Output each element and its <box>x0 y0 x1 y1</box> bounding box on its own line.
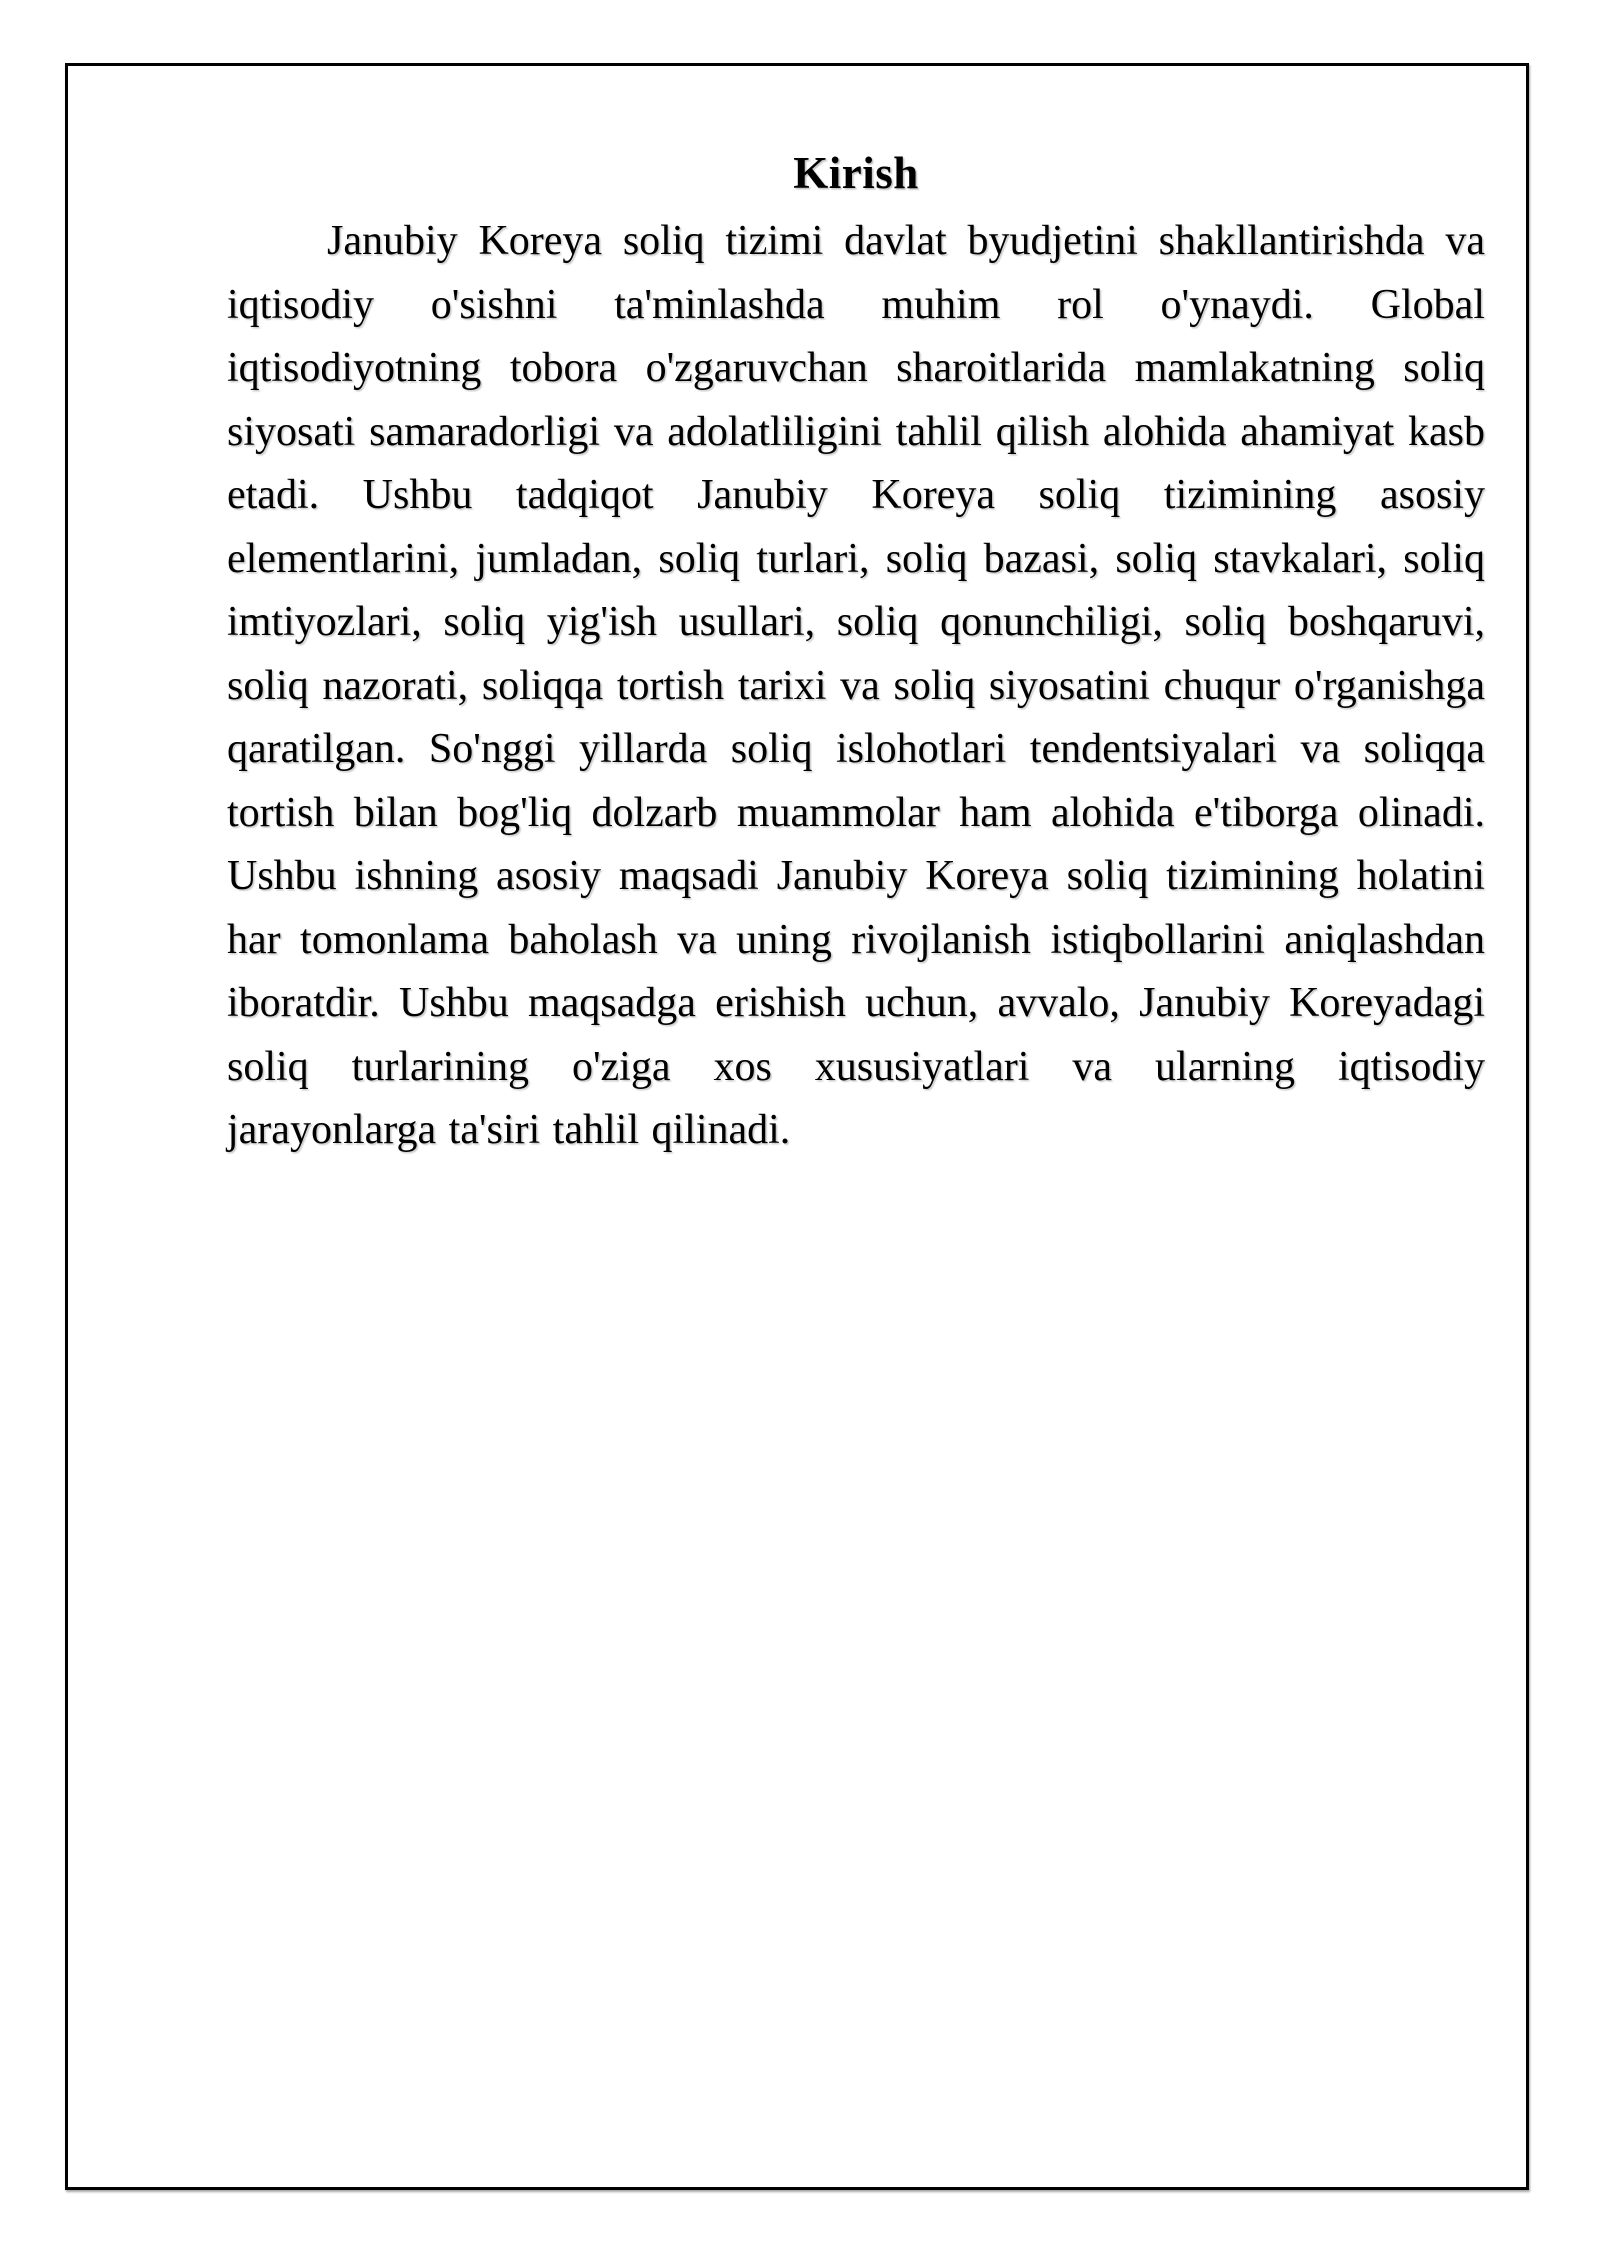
body-paragraph: Janubiy Koreya soliq tizimi davlat byudjetini shakllantirishda va iqtisodiy o'sishni ta'minlashda muhim rol o'ynaydi. Global iqtisodiyotning tobora o'zgaruvchan sharoitlarida mamlakatning soliq siyosati samaradorligi va adolatliligini tahlil qilish alohida ahamiyat kasb etadi. Ushbu tadqiqot Janubiy Koreya soliq tizimining asosiy elementlarini, jumladan, soliq turlari, soliq bazasi, soliq stavkalari, soliq imtiyozlari, soliq yig'ish usullari, soliq qonunchiligi, soliq boshqaruvi, soliq nazorati, soliqqa tortish tarixi va soliq siyosatini chuqur o'rganishga qaratilgan. So'nggi yillarda soliq islohotlari tendentsiyalari va soliqqa tortish bilan bog'liq dolzarb muammolar ham alohida e'tiborga olinadi. Ushbu ishning asosiy maqsadi Janubiy Koreya soliq tizimining holatini har tomonlama baholash va uning rivojlanish istiqbollarini aniqlashdan iboratdir. Ushbu maqsadga erishish uchun, avvalo, Janubiy Koreyadagi soliq turlarining o'ziga xos xususiyatlari va ularning iqtisodiy jarayonlarga ta'siri tahlil qilinadi. <box>227 218 1485 1153</box>
page-content <box>227 142 1485 1163</box>
document-title: Kirish <box>793 148 919 198</box>
